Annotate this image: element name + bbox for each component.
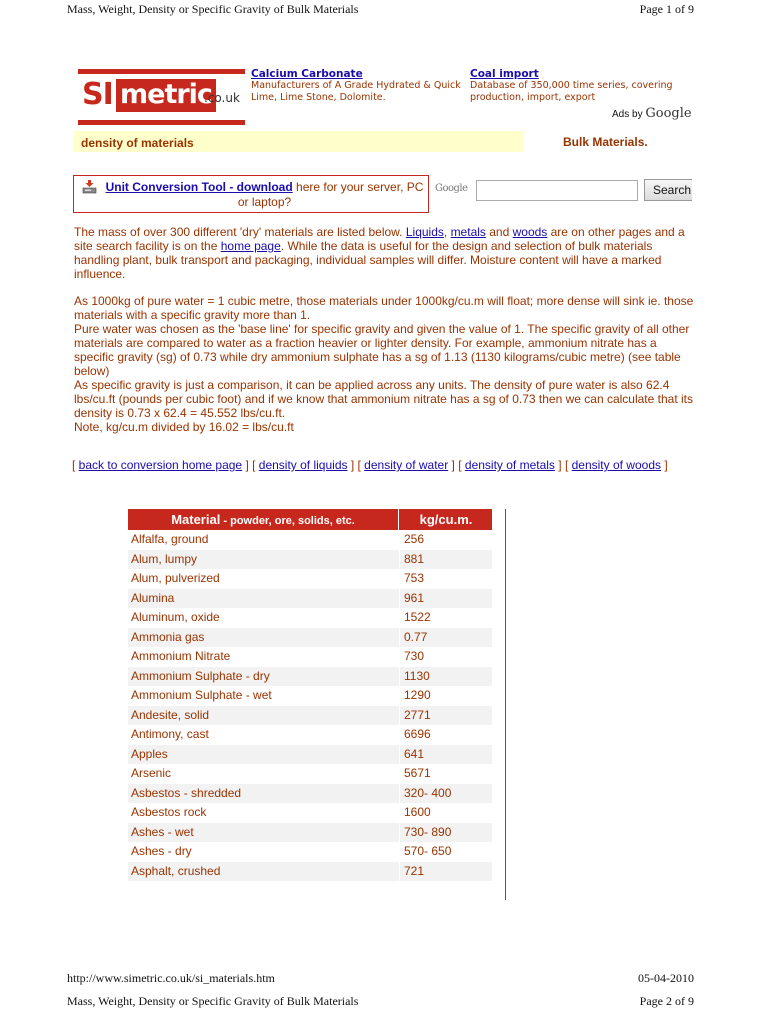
material-name-cell: Ashes - dry bbox=[131, 844, 192, 858]
nav-separator: ] [ bbox=[554, 458, 572, 472]
table-header bbox=[128, 509, 492, 530]
ad-text: Manufacturers of A Grade Hydrated & Quick Lime, Lime Stone, Dolomite. bbox=[251, 80, 461, 103]
material-name-cell: Asphalt, crushed bbox=[131, 863, 221, 878]
nav-link-metals[interactable]: density of metals bbox=[464, 458, 555, 472]
table-row bbox=[128, 706, 492, 726]
intro-text: The mass of over 300 different 'dry' materials are listed below. bbox=[74, 225, 406, 239]
material-name-cell: Alum, pulverized bbox=[131, 571, 220, 585]
table-row bbox=[128, 862, 492, 882]
conversion-tool-download-link[interactable]: Unit Conversion Tool - download bbox=[105, 180, 293, 194]
conversion-tool-desc: here for your server, PC or laptop? bbox=[237, 180, 424, 209]
print-header-title: Mass, Weight, Density or Specific Gravity of Bulk Materials bbox=[67, 1, 359, 16]
material-name-cell: Antimony, cast bbox=[131, 727, 209, 741]
simetric-logo[interactable] bbox=[78, 69, 245, 125]
nav-separator: ] [ bbox=[242, 458, 259, 472]
material-name-cell: Apples bbox=[131, 746, 168, 761]
table-row bbox=[128, 725, 492, 745]
nav-link-water[interactable]: density of water bbox=[364, 458, 449, 472]
material-name-cell: Ashes - wet bbox=[131, 824, 194, 839]
metals-link[interactable]: metals bbox=[450, 225, 486, 239]
table-row bbox=[128, 784, 492, 804]
nav-link-home[interactable]: back to conversion home page bbox=[78, 458, 243, 472]
column-divider bbox=[399, 550, 400, 570]
table-row bbox=[128, 550, 492, 570]
table-row bbox=[128, 686, 492, 706]
table-row bbox=[128, 764, 492, 784]
table-row bbox=[128, 881, 492, 901]
search-button[interactable]: Search bbox=[644, 179, 692, 201]
specific-gravity-paragraph bbox=[74, 294, 696, 434]
column-divider bbox=[399, 862, 400, 882]
ads-by-google[interactable] bbox=[612, 106, 692, 121]
woods-link[interactable]: woods bbox=[512, 225, 548, 239]
nav-bracket: ] bbox=[661, 458, 668, 472]
column-divider bbox=[399, 784, 400, 804]
conversion-tool-box bbox=[73, 175, 429, 213]
material-column-header bbox=[128, 509, 399, 530]
intro-paragraph bbox=[74, 225, 696, 281]
density-value-cell: 730- 890 bbox=[404, 824, 452, 839]
material-name-cell: Aluminum, oxide bbox=[131, 610, 220, 624]
column-divider bbox=[399, 530, 400, 550]
intro-text: are on other pages and a site search facility is on the bbox=[74, 225, 685, 253]
density-value-cell: 721 bbox=[404, 863, 425, 878]
logo-metric: metric bbox=[116, 79, 216, 112]
base-line-text: Pure water was chosen as the 'base line' for specific gravity and given the value of 1. The specific gravity of all other materials are compared to water as a fraction heavier or lighter density. For example, ammonium nitrate has a specific gravity (sg) of 0.73 while dry ammonium sulphate has a sg of 1.13 (1130 kilograms/cubic metre) (see table below) bbox=[74, 322, 690, 378]
table-row bbox=[128, 842, 492, 862]
navigation-links bbox=[72, 458, 668, 472]
table-row bbox=[128, 569, 492, 589]
table-side-rule bbox=[505, 509, 506, 900]
density-value-cell: 570- 650 bbox=[404, 844, 452, 858]
density-value-cell: 730 bbox=[404, 649, 425, 663]
conversion-note: Note, kg/cu.m divided by 16.02 = lbs/cu.ft bbox=[74, 420, 294, 434]
density-value-cell: 1290 bbox=[404, 688, 431, 702]
density-value-cell: 961 bbox=[404, 590, 425, 605]
intro-text: and bbox=[485, 225, 513, 239]
nav-bracket: [ bbox=[72, 458, 79, 472]
column-divider bbox=[399, 667, 400, 687]
material-name-cell: Alfalfa, ground bbox=[131, 532, 209, 546]
liquids-link[interactable]: Liquids bbox=[405, 225, 444, 239]
density-value-cell: 1522 bbox=[404, 610, 431, 624]
conversion-tool-text bbox=[102, 180, 427, 210]
intro-text: , bbox=[443, 225, 451, 239]
material-name-cell: Asbestos rock bbox=[131, 805, 207, 819]
footer-page: Page 2 of 9 bbox=[639, 993, 694, 1008]
nav-separator: ] [ bbox=[347, 458, 365, 472]
table-row bbox=[128, 823, 492, 843]
density-value-cell: 2771 bbox=[404, 707, 431, 722]
material-name-cell: Ammonium Sulphate - dry bbox=[131, 668, 270, 683]
table-row bbox=[128, 667, 492, 687]
ad-title-link[interactable]: Calcium Carbonate bbox=[251, 68, 363, 80]
column-divider bbox=[399, 842, 400, 862]
ads-by-label: Ads by bbox=[612, 109, 643, 120]
density-value-cell: 256 bbox=[404, 532, 425, 546]
density-value-cell: 753 bbox=[404, 571, 425, 585]
print-header bbox=[67, 0, 694, 18]
column-divider bbox=[399, 764, 400, 784]
logo-bar-top bbox=[78, 69, 245, 74]
water-density-text: As 1000kg of pure water = 1 cubic metre, those materials under 1000kg/cu.m will float; more dense will sink ie. those materials with a specific gravity more than 1. bbox=[74, 294, 694, 322]
table-body bbox=[128, 530, 492, 901]
column-divider bbox=[399, 881, 400, 901]
materials-density-table bbox=[128, 509, 492, 901]
material-header-sub: - powder, ore, solids, etc. bbox=[220, 515, 355, 527]
density-value-cell: 5671 bbox=[404, 766, 431, 780]
density-value-cell: 881 bbox=[404, 551, 425, 566]
table-row bbox=[128, 628, 492, 648]
logo-couk: .co.uk bbox=[204, 91, 240, 105]
nav-link-liquids[interactable]: density of liquids bbox=[258, 458, 348, 472]
density-value-cell: 1600 bbox=[404, 805, 431, 819]
column-divider bbox=[399, 569, 400, 589]
density-value-cell: 1130 bbox=[404, 668, 430, 683]
density-value-cell: 641 bbox=[404, 746, 425, 761]
column-divider bbox=[399, 686, 400, 706]
ad-coal-import bbox=[470, 68, 690, 104]
column-divider bbox=[399, 647, 400, 667]
table-row bbox=[128, 589, 492, 609]
material-name-cell: Asbestos - shredded bbox=[131, 785, 242, 800]
google-brand: Google bbox=[645, 106, 692, 121]
intro-text: . While the data is useful for the design and selection of bulk materials handling plant, bulk transport and packaging, individual samples will differ. Moisture content will have a marked influence. bbox=[74, 239, 662, 281]
nav-link-woods[interactable]: density of woods bbox=[571, 458, 661, 472]
footer-url: http://www.simetric.co.uk/si_materials.htm bbox=[67, 970, 275, 985]
material-name-cell: Alum, lumpy bbox=[131, 551, 198, 566]
nav-separator: ] [ bbox=[448, 458, 465, 472]
column-divider bbox=[399, 608, 400, 628]
material-header-label: Material bbox=[171, 512, 221, 527]
print-footer bbox=[67, 969, 694, 987]
ad-text: Database of 350,000 time series, covering production, import, export bbox=[470, 80, 673, 103]
density-column-header: kg/cu.m. bbox=[419, 512, 473, 527]
table-row bbox=[128, 530, 492, 550]
download-icon bbox=[82, 180, 97, 194]
print-header-page: Page 1 of 9 bbox=[639, 1, 694, 16]
print-footer-next bbox=[67, 992, 694, 1010]
site-search-input[interactable] bbox=[476, 180, 638, 201]
material-name-cell: Ammonium Nitrate bbox=[131, 649, 231, 663]
column-divider bbox=[399, 589, 400, 609]
footer-title: Mass, Weight, Density or Specific Gravity of Bulk Materials bbox=[67, 993, 359, 1008]
table-row bbox=[128, 608, 492, 628]
ad-calcium-carbonate bbox=[251, 68, 465, 104]
column-divider bbox=[399, 803, 400, 823]
section-label: Bulk Materials. bbox=[563, 135, 648, 149]
table-row bbox=[128, 745, 492, 765]
ad-title-link[interactable]: Coal import bbox=[470, 68, 539, 80]
density-value-cell: 0.77 bbox=[404, 629, 428, 644]
column-divider bbox=[399, 725, 400, 745]
table-row bbox=[128, 647, 492, 667]
material-name-cell: Arsenic bbox=[131, 766, 172, 780]
google-search-logo: Google bbox=[435, 183, 468, 194]
footer-date: 05-04-2010 bbox=[638, 970, 694, 985]
column-divider bbox=[399, 745, 400, 765]
material-name-cell: Alumina bbox=[131, 590, 175, 605]
table-row bbox=[128, 803, 492, 823]
material-name-cell: Andesite, solid bbox=[131, 707, 210, 722]
column-divider bbox=[399, 628, 400, 648]
density-value-cell: 320- 400 bbox=[404, 785, 452, 800]
density-value-cell: 6696 bbox=[404, 727, 431, 741]
material-name-cell: Ammonia gas bbox=[131, 629, 205, 644]
material-name-cell: Ammonium Sulphate - wet bbox=[131, 688, 272, 702]
column-divider bbox=[399, 706, 400, 726]
units-text: As specific gravity is just a comparison, it can be applied across any units. The density of pure water is also 62.4 lbs/cu.ft (pounds per cubic foot) and if we know that ammonium nitrate has a sg of 0.73 then we can calculate that its density is 0.73 x 62.4 = 45.552 lbs/cu.ft. bbox=[74, 378, 694, 420]
logo-si: SI bbox=[82, 77, 113, 112]
column-divider bbox=[399, 823, 400, 843]
page-title: density of materials bbox=[81, 136, 194, 150]
home-page-link[interactable]: home page bbox=[220, 239, 281, 253]
logo-bar-bottom bbox=[78, 120, 245, 125]
